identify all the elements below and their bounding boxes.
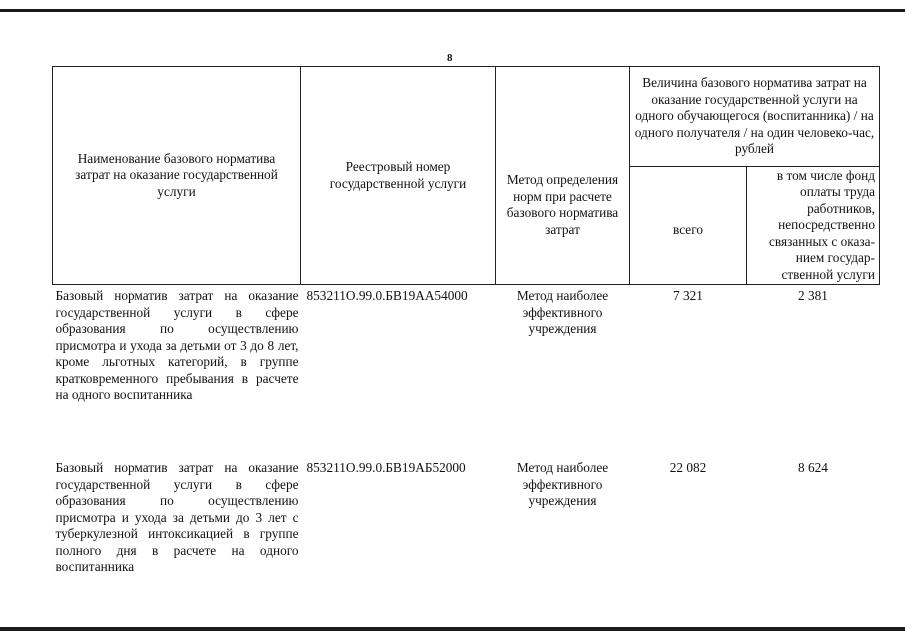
header-registry-number: Реестровый номер государственной услуги	[301, 67, 496, 285]
bottom-border-line	[0, 627, 905, 631]
base-norm-costs-table	[52, 66, 880, 580]
total-value-cell: 7 321	[673, 288, 703, 303]
page-number: 8	[447, 52, 453, 64]
top-border-line	[0, 9, 905, 12]
table-header-row	[53, 67, 880, 167]
method-cell: Метод наиболее эффективного учреждения	[516, 288, 609, 336]
header-including-wage-fund: в том числе фонд оплаты труда работников, непосредственно связанных с оказа-нием государ-ственной услуги	[747, 167, 880, 285]
method-cell: Метод наиболее эффективного учреждения	[516, 460, 609, 508]
header-method: Метод определения норм при расчете базового норматива затрат	[496, 67, 630, 285]
total-value-cell: 22 082	[669, 460, 707, 475]
header-norm-name: Наименование базового норматива затрат на оказание государственной услуги	[53, 67, 301, 285]
registry-number-cell: 853211О.99.0.БВ19АБ52000	[306, 460, 466, 475]
norm-name-cell: Базовый норматив затрат на оказание государственной услуги в сфере образования по осуществлению присмотра и ухода за детьми от 3 до 8 лет, кроме льготных категорий, в группе кратковременного пребывания в расчете на одного воспитанника	[55, 288, 299, 402]
table-row	[53, 458, 880, 580]
wage-fund-value-cell: 8 624	[798, 460, 828, 475]
registry-number-cell: 853211О.99.0.БВ19АА54000	[306, 288, 468, 303]
header-total: всего	[630, 167, 747, 285]
header-norm-value-group: Величина базового норматива затрат на оказание государственной услуги на одного обучающегося (воспитанника) / на одного получателя / на один человеко-час, рублей	[630, 67, 880, 167]
norm-name-cell: Базовый норматив затрат на оказание государственной услуги в сфере образования по осуществлению присмотра и ухода за детьми до 3 лет с туберкулезной интоксикацией в группе полного дня в расчете на одного воспитанника	[55, 460, 299, 574]
table-row	[53, 285, 880, 459]
wage-fund-value-cell: 2 381	[798, 288, 828, 303]
